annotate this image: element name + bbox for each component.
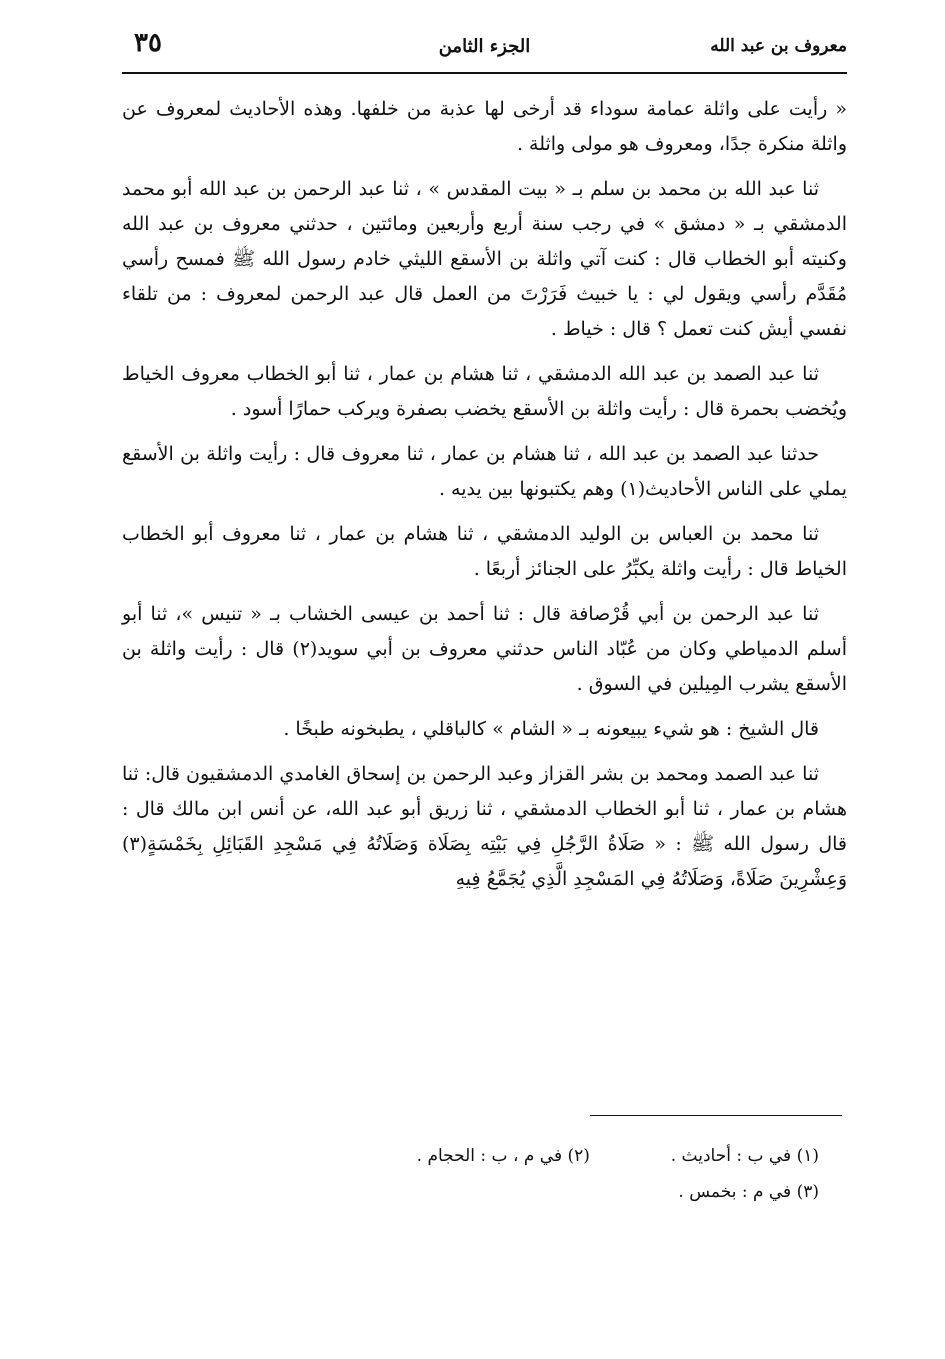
footnote-row-1 xyxy=(417,1138,819,1174)
paragraph-6: ثنا عبد الرحمن بن أبي قُرْصافة قال : ثنا أحمد بن عيسى الخشاب بـ « تنيس »، ثنا أبو أسلم الدمياطي وكان من عُبّاد الناس حدثني معروف بن أبي سويد(٢) قال : رأيت واثلة بن الأسقع يشرب المِيلين في السوق . xyxy=(122,603,847,695)
footnote-3: (٣) في م : بخمس . xyxy=(678,1182,819,1202)
header-divider xyxy=(122,72,847,74)
paragraph-3: ثنا عبد الصمد بن عبد الله الدمشقي ، ثنا هشام بن عمار ، ثنا أبو الخطاب معروف الخياط ويُخضب بحمرة قال : رأيت واثلة بن الأسقع يخضب بصفرة ويركب حمارًا أسود . xyxy=(122,363,847,420)
paragraph-1: « رأيت على واثلة عمامة سوداء قد أرخى لها عذبة من خلفها. وهذه الأحاديث لمعروف عن واثلة منكرة جدًا، ومعروف هو مولى واثلة . xyxy=(122,98,847,155)
paragraph-2: ثنا عبد الله بن محمد بن سلم بـ « بيت المقدس » ، ثنا عبد الرحمن بن عبد الله أبو محمد الدمشقي بـ « دمشق » في رجب سنة أربع وأربعين ومائتين ، حدثني معروف بن عبد الله وكنيته أبو الخطاب قال : كنت آتي واثلة بن الأسقع الليثي خادم رسول الله ﷺ فمسح رأسي مُقَدَّم رأسي ويقول لي : يا خبيث فَرَرْتَ من العمل قال عبد الرحمن لمعروف : من تلقاء نفسي أيش كنت تعمل ؟ قال : خياط . xyxy=(122,178,847,340)
footnote-1: (١) في ب : أحاديث . xyxy=(670,1146,819,1166)
footnote-divider xyxy=(590,1115,842,1116)
paragraph-7: قال الشيخ : هو شيء يبيعونه بـ « الشام » كالباقلي ، يطبخونه طبخًا . xyxy=(283,718,819,740)
page-header xyxy=(122,26,847,70)
footnote-2: (٢) في م ، ب : الحجام . xyxy=(416,1146,590,1166)
footnote-row-2 xyxy=(417,1174,819,1210)
paragraph-4: حدثنا عبد الصمد بن عبد الله ، ثنا هشام بن عمار ، ثنا معروف قال : رأيت واثلة بن الأسقع يملي على الناس الأحاديث(١) وهم يكتبونها بين يديه . xyxy=(122,443,847,500)
main-text xyxy=(122,92,847,907)
paragraph-8: ثنا عبد الصمد ومحمد بن بشر القزاز وعبد الرحمن بن إسحاق الغامدي الدمشقيون قال: ثنا هشام بن عمار ، ثنا أبو الخطاب الدمشقي ، ثنا زريق أبو عبد الله، عن أنس ابن مالك قال : قال رسول الله ﷺ : « صَلَاةُ الرَّجُلِ فِي بَيْتِه بِصَلَاة وَصَلَاتُهُ فِي مَسْجِدِ القَبَائِلِ بِخَمْسَةٍ(٣) وَعِشْرِينَ صَلَاةً، وَصَلَاتُهُ فِي المَسْجِدِ الَّذِي يُجَمَّعُ فِيهِ xyxy=(122,763,847,890)
volume-title: الجزء الثامن xyxy=(438,36,531,57)
paragraph-5: ثنا محمد بن العباس بن الوليد الدمشقي ، ثنا هشام بن عمار ، ثنا معروف أبو الخطاب الخياط قال : رأيت واثلة يكبِّرُ على الجنائز أربعًا . xyxy=(122,523,847,580)
running-head-title: معروف بن عبد الله xyxy=(710,36,847,56)
footnotes xyxy=(417,1138,819,1210)
page-number: ٣٥ xyxy=(134,28,162,58)
